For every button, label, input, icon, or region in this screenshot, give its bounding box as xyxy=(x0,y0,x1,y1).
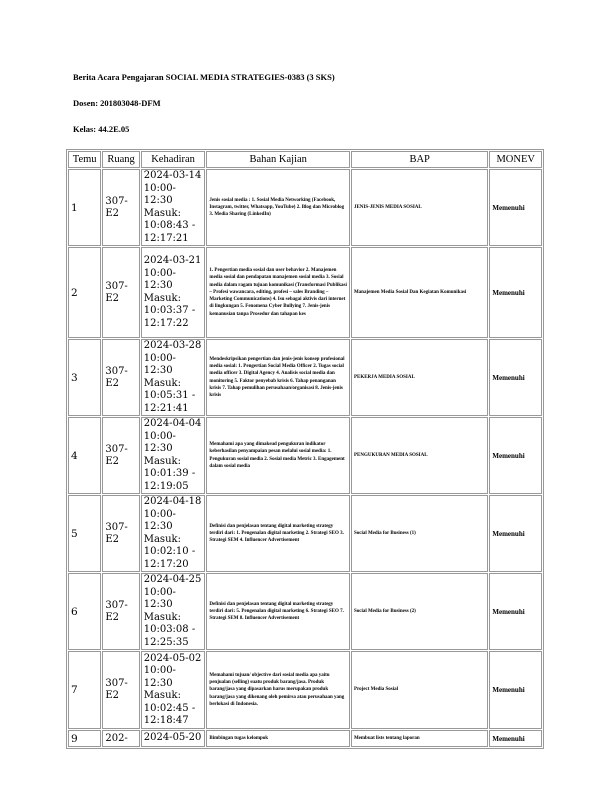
attendance-line: 10:00-12:30 xyxy=(143,352,176,376)
study-material-cell: Mendeskripsikan pengertian dan jenis-jenis konsep profesional media sosial: 1. Pengertian Social Media Officer 2. Tugas social media officer 3. Digital Agency 4. Analisis social media dan monitoring 5. Faktor penyebab krisis 6. Tahap penanganan krisis 7. Tahap pemulihan perusahaan/organisasi 8. Jenis-jenis krisis xyxy=(206,339,350,416)
attendance-line: 10:05:31 - xyxy=(143,390,196,401)
bap-cell: Manajemen Media Sosial Dan Kegiatan Komunikasi xyxy=(351,247,488,338)
bap-cell: PEKERJA MEDIA SOSIAL xyxy=(351,339,488,416)
attendance-line: 12:17:21 xyxy=(143,232,189,244)
monev-cell: Memenuhi xyxy=(489,651,542,729)
bap-cell: Social Media for Business (1) xyxy=(351,495,488,572)
table-row xyxy=(68,573,542,650)
room-cell: 307-E2 xyxy=(102,339,139,416)
attendance-cell xyxy=(141,495,206,572)
column-header-ruang: Ruang xyxy=(102,151,139,168)
attendance-line: 10:00-12:30 xyxy=(143,182,176,206)
monev-cell: Memenuhi xyxy=(489,573,542,650)
attendance-line: 12:17:22 xyxy=(143,317,189,329)
table-header-row xyxy=(68,151,542,168)
attendance-line: Masuk: xyxy=(143,377,181,389)
attendance-line: 2024-04-25 xyxy=(143,574,202,585)
table-row xyxy=(68,651,542,729)
attendance-cell xyxy=(141,169,206,246)
study-material-cell: Definisi dan penjelasan tentang digital marketing strategy terdiri dari: 5. Pengenalan digital marketing 6. Strategi SEO 7. Strategi SEM 8. Influencer Advertisement xyxy=(206,573,350,650)
room-cell: 202- xyxy=(102,730,139,747)
attendance-line: Masuk: xyxy=(143,207,181,219)
attendance-cell xyxy=(141,339,206,416)
bap-cell: Social Media for Business (2) xyxy=(351,573,488,650)
table-row xyxy=(68,247,542,338)
column-header-kehadiran: Kehadiran xyxy=(141,151,206,168)
lecturer-line: Dosen: 201803048-DFM xyxy=(73,98,161,108)
study-material-cell: Memahami tujuan/ objective dari sosial media apa yaitu penjualan (selling) suatu produk barang/jasa. Produk barang/jasa yang dipasarkan harus merupakan produk barang/jasa yang dikenang oleh pemirsa atau perusahaan yang berlokasi di Indonesia. xyxy=(206,651,350,729)
class-line: Kelas: 44.2E.05 xyxy=(73,124,130,134)
attendance-table xyxy=(66,149,544,749)
column-header-temu: Temu xyxy=(68,151,101,168)
attendance-line: 10:00-12:30 xyxy=(143,586,176,610)
attendance-line: 12:25:35 xyxy=(143,636,189,648)
room-cell: 307-E2 xyxy=(102,495,139,572)
table-body xyxy=(68,169,542,747)
attendance-line: 10:02:45 - xyxy=(143,702,196,714)
monev-cell: Memenuhi xyxy=(489,169,542,246)
table-row xyxy=(68,339,542,416)
column-header-monev: MONEV xyxy=(489,151,542,168)
table-row xyxy=(68,730,542,747)
attendance-line: 2024-04-04 xyxy=(143,418,202,429)
monev-cell: Memenuhi xyxy=(489,417,542,494)
attendance-line: 10:03:08 - xyxy=(143,624,196,635)
attendance-line: Masuk: xyxy=(143,533,181,545)
attendance-line: 2024-04-18 xyxy=(143,496,202,507)
attendance-line: 2024-05-02 xyxy=(143,652,202,664)
meeting-number-cell: 6 xyxy=(68,573,101,650)
room-cell: 307-E2 xyxy=(102,651,139,729)
room-cell: 307-E2 xyxy=(102,247,139,338)
attendance-line: 12:18:47 xyxy=(143,715,189,726)
attendance-cell xyxy=(141,651,206,729)
study-material-cell: Jenis sosial media : 1. Sosial Media Networking (Facebook, Instagram, twitter, Whatsapp, YouTube) 2. Blog dan Microblog 3. Media Sharing (LinkedIn) xyxy=(206,169,350,246)
attendance-line: 10:00-12:30 xyxy=(143,665,176,689)
study-material-cell: Bimbingan tugas kelompok xyxy=(206,730,350,747)
meeting-number-cell: 7 xyxy=(68,651,101,729)
attendance-line: 10:00-12:30 xyxy=(143,267,176,291)
attendance-line: 12:17:20 xyxy=(143,558,189,570)
meeting-number-cell: 9 xyxy=(68,730,101,747)
attendance-cell xyxy=(141,730,206,747)
attendance-line: 10:02:10 - xyxy=(143,546,196,557)
column-header-bahan-kajian: Bahan Kajian xyxy=(206,151,350,168)
monev-cell: Memenuhi xyxy=(489,247,542,338)
table-row xyxy=(68,169,542,246)
attendance-line: 2024-03-21 xyxy=(143,255,202,266)
bap-cell: PENGUKURAN MEDIA SOSIAL xyxy=(351,417,488,494)
room-cell: 307-E2 xyxy=(102,417,139,494)
monev-cell: Memenuhi xyxy=(489,339,542,416)
study-material-cell: Memahami apa yang dimaksud pengukuran indikator keberhasilan penyampaian pesan melalui sosial media: 1. Pengukuran sosial media 2. Sosial media Metric 3. Engagement dalam sosial media xyxy=(206,417,350,494)
attendance-cell xyxy=(141,247,206,338)
table-row xyxy=(68,417,542,494)
bap-cell: Project Media Sosial xyxy=(351,651,488,729)
meeting-number-cell: 1 xyxy=(68,169,101,246)
meeting-number-cell: 5 xyxy=(68,495,101,572)
attendance-line: 10:01:39 - xyxy=(143,468,196,479)
attendance-line: Masuk: xyxy=(143,292,181,304)
bap-cell: JENIS-JENIS MEDIA SOSIAL xyxy=(351,169,488,246)
bap-cell: Membuat lists tentang laporan xyxy=(351,730,488,747)
attendance-line: 10:08:43 - xyxy=(143,220,196,231)
attendance-line: 2024-05-20 xyxy=(143,732,202,744)
attendance-line: 2024-03-28 xyxy=(143,340,202,351)
attendance-line: 10:03:37 - xyxy=(143,305,196,316)
meeting-number-cell: 4 xyxy=(68,417,101,494)
attendance-cell xyxy=(141,573,206,650)
monev-cell: Memenuhi xyxy=(489,730,542,747)
document-title: Berita Acara Pengajaran SOCIAL MEDIA STRATEGIES-0383 (3 SKS) xyxy=(73,72,335,82)
room-cell: 307-E2 xyxy=(102,573,139,650)
attendance-line: Masuk: xyxy=(143,611,181,623)
attendance-line: 12:19:05 xyxy=(143,480,189,492)
meeting-number-cell: 3 xyxy=(68,339,101,416)
room-cell: 307-E2 xyxy=(102,169,139,246)
table-row xyxy=(68,495,542,572)
attendance-line: 10:00-12:30 xyxy=(143,508,176,532)
attendance-line: Masuk: xyxy=(143,455,181,467)
attendance-line: 2024-03-14 xyxy=(143,170,202,181)
column-header-bap: BAP xyxy=(351,151,488,168)
meeting-number-cell: 2 xyxy=(68,247,101,338)
attendance-cell xyxy=(141,417,206,494)
monev-cell: Memenuhi xyxy=(489,495,542,572)
attendance-line: Masuk: xyxy=(143,690,181,701)
attendance-line: 12:21:41 xyxy=(143,402,189,414)
study-material-cell: 1. Pengertian media sosial dan user behavior 2. Manajemen media sosial dan pendapatan manajemen sosial media 3. Sosial media dalam ragam tujuan komunikasi (Transformasi Publikasi – Profesi wawancara, editing, profesi – sales Branding – Marketing Communications) 4. Isu sebagai aktivis dari internet di lingkungan 5. Fenomena Cyber Bullying 7. Jenis-jenis kemanusian tanpa Prosedur dan tahapan kes xyxy=(206,247,350,338)
study-material-cell: Definisi dan penjelasan tentang digital marketing strategy terdiri dari: 1. Pengenalan digital marketing 2. Strategi SEO 3. Strategi SEM 4. Influencer Advertisement xyxy=(206,495,350,572)
attendance-line: 10:00-12:30 xyxy=(143,430,176,454)
